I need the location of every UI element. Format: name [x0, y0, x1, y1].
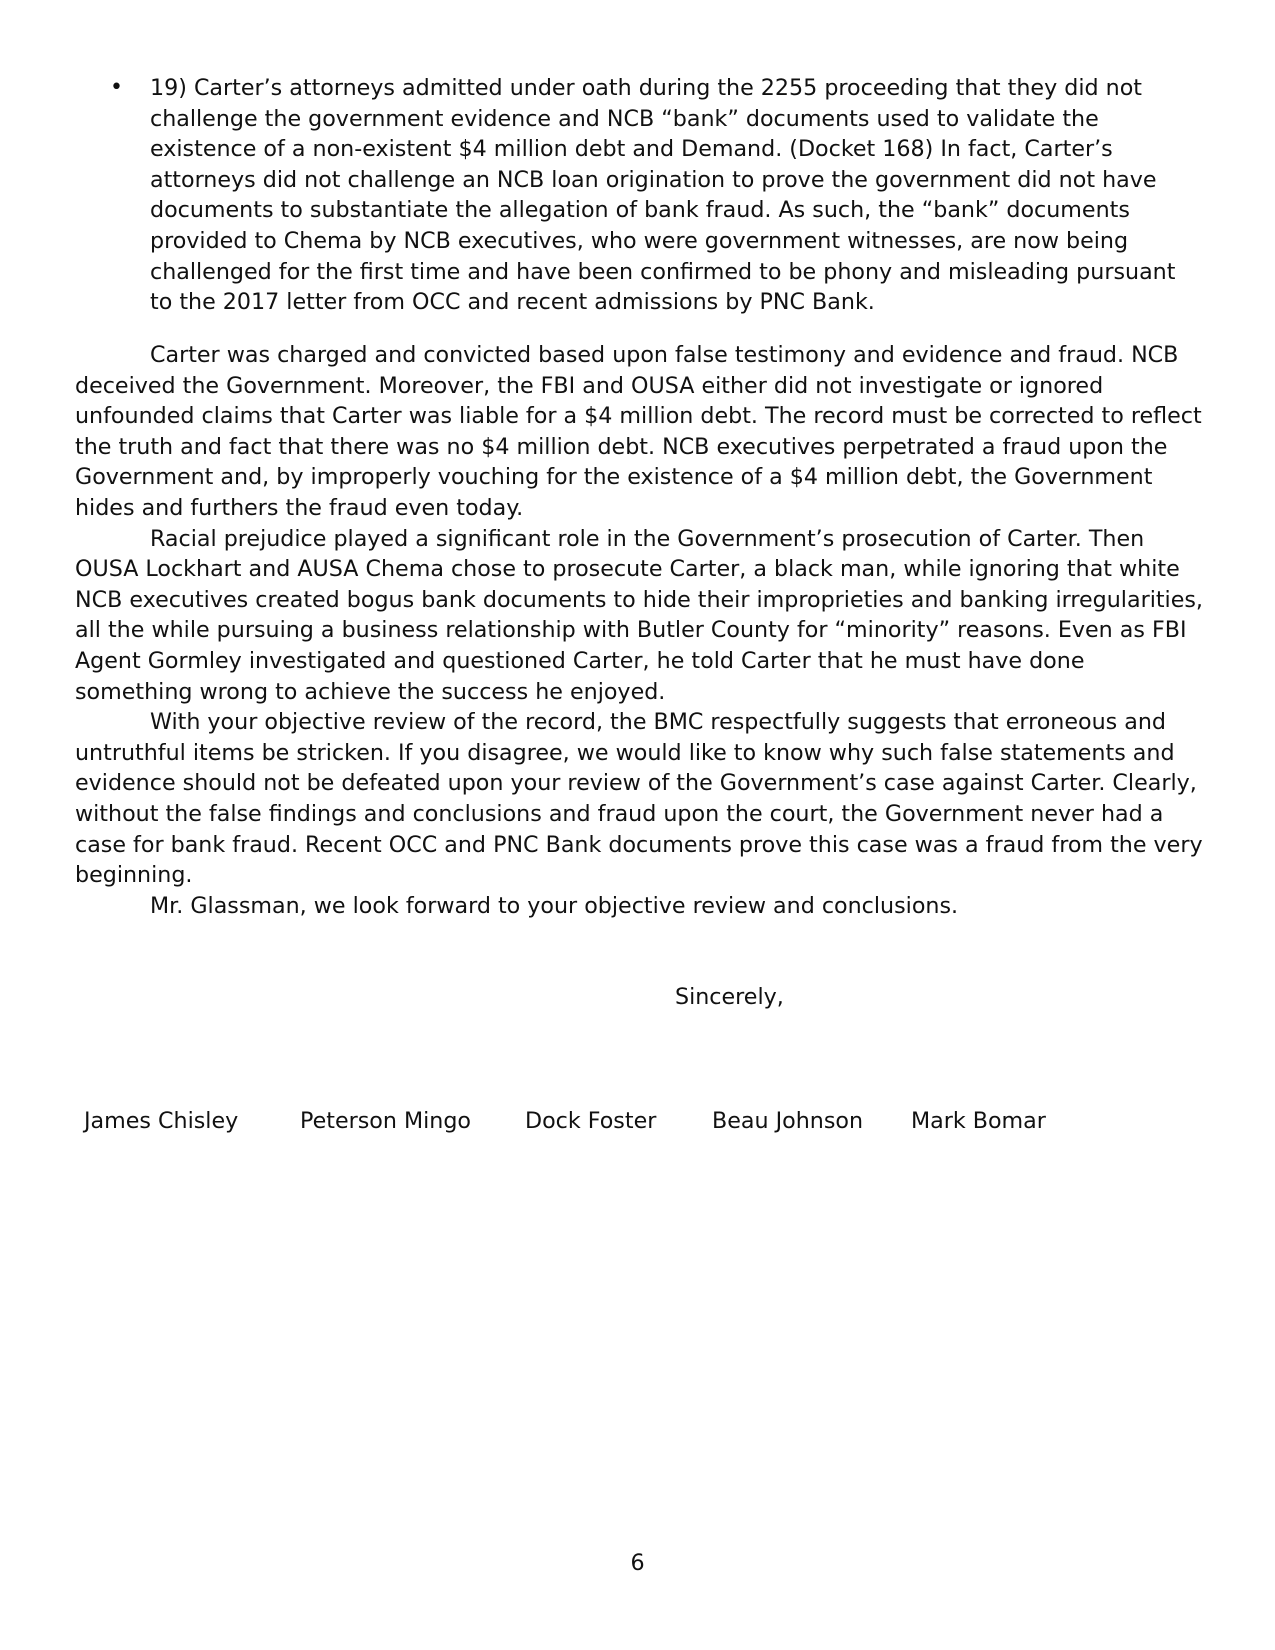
closing-salutation: Sincerely, — [675, 984, 784, 1010]
paragraph: Carter was charged and convicted based upon false testimony and evidence and fraud. NCB deceived the Government. Moreover, the FBI and OUSA either did not investigate or ignored unfounded claims that Carter was liable for a $4 million debt. The record must be corrected to reflect the truth and fact that there was no $4 million debt. NCB executives perpetrated a fraud upon the Government and, by improperly vouching for the existence of a $4 million debt, the Government hides and furthers the fraud even today. — [75, 342, 1202, 521]
signatory-name: Beau Johnson — [712, 1108, 864, 1134]
paragraph: With your objective review of the record, the BMC respectfully suggests that erroneous and untruthful items be stricken. If you disagree, we would like to know why such false statements and evidence should not be defeated upon your review of the Government’s case against Carter. Clearly, without the false findings and conclusions and fraud upon the court, the Government never had a case for bank fraud. Recent OCC and PNC Bank documents prove this case was a fraud from the very beginning. — [75, 709, 1203, 889]
paragraph: Racial prejudice played a significant role in the Government’s prosecution of Carter. Then OUSA Lockhart and AUSA Chema chose to prosecute Carter, a black man, while ignoring that white NCB executives created bogus bank documents to hide their improprieties and banking irregularities, all the while pursuing a business relationship with Butler County for “minority” reasons. Even as FBI Agent Gormley investigated and questioned Carter, he told Carter that he must have done something wrong to achieve the success he enjoyed. — [75, 525, 1203, 705]
signatory-name: Dock Foster — [525, 1108, 657, 1134]
bullet-text: 19) Carter’s attorneys admitted under oath during the 2255 proceeding that they did not challenge the government evidence and NCB “bank” documents used to validate the existence of a non-existent $4 million debt and Demand. (Docket 168) In fact, Carter’s attorneys did not challenge an NCB loan origination to prove the government did not have documents to substantiate the allegation of bank fraud. As such, the “bank” documents provided to Chema by NCB executives, who were government witnesses, are now being challenged for the first time and have been confirmed to be phony and misleading pursuant to the 2017 letter from OCC and recent admissions by PNC Bank. — [150, 75, 1176, 316]
page-number: 6 — [630, 1550, 645, 1576]
signatory-name: Mark Bomar — [911, 1108, 1046, 1134]
bullet-icon: • — [110, 75, 123, 100]
signatory-name: James Chisley — [84, 1108, 239, 1134]
paragraph: Mr. Glassman, we look forward to your objective review and conclusions. — [150, 892, 959, 919]
letter-body — [75, 340, 1205, 921]
signatory-name: Peterson Mingo — [300, 1108, 471, 1134]
signature-row — [0, 1106, 1275, 1138]
